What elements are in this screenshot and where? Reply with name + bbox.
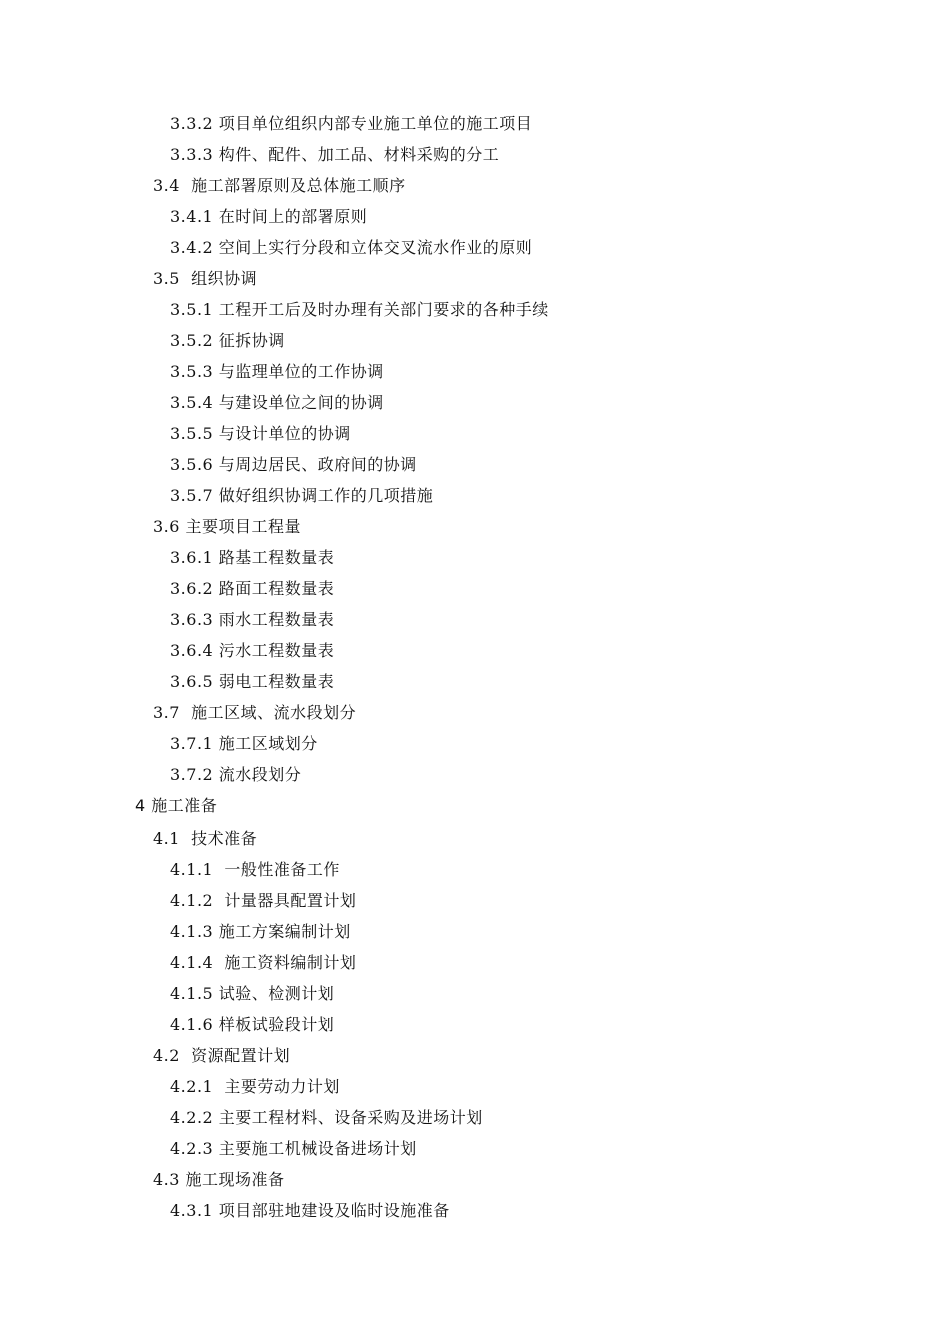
toc-entry[interactable]: 4.2.2 主要工程材料、设备采购及进场计划 [170,1108,483,1127]
toc-entry[interactable]: 3.5.3 与监理单位的工作协调 [170,362,384,381]
toc-entry[interactable]: 4.1.5 试验、检测计划 [170,984,335,1003]
toc-entry[interactable]: 3.4 施工部署原则及总体施工顺序 [153,176,406,195]
toc-entry[interactable]: 4.3.1 项目部驻地建设及临时设施准备 [170,1201,450,1220]
toc-entry[interactable]: 3.5 组织协调 [153,269,258,288]
toc-entry[interactable]: 4.1.6 样板试验段计划 [170,1015,335,1034]
toc-entry[interactable]: 3.7.2 流水段划分 [170,765,302,784]
toc-entry[interactable]: 3.4.1 在时间上的部署原则 [170,207,368,226]
toc-entry[interactable]: 3.5.1 工程开工后及时办理有关部门要求的各种手续 [170,300,549,319]
toc-entry[interactable]: 3.5.4 与建设单位之间的协调 [170,393,384,412]
toc-entry[interactable]: 3.5.2 征拆协调 [170,331,285,350]
toc-entry[interactable]: 4.1.3 施工方案编制计划 [170,922,351,941]
toc-entry[interactable]: 3.5.7 做好组织协调工作的几项措施 [170,486,434,505]
toc-entry[interactable]: 3.3.2 项目单位组织内部专业施工单位的施工项目 [170,114,533,133]
toc-entry[interactable]: 3.7 施工区域、流水段划分 [153,703,357,722]
toc-entry[interactable]: 3.6.2 路面工程数量表 [170,579,335,598]
toc-entry[interactable]: 3.6 主要项目工程量 [153,517,302,536]
toc-chapter-heading[interactable]: 4 施工准备 [135,796,218,815]
toc-entry[interactable]: 4.2 资源配置计划 [153,1046,291,1065]
toc-entry[interactable]: 4.3 施工现场准备 [153,1170,285,1189]
toc-entry[interactable]: 3.7.1 施工区域划分 [170,734,318,753]
table-of-contents [0,108,950,1226]
toc-entry[interactable]: 3.4.2 空间上实行分段和立体交叉流水作业的原则 [170,238,533,257]
toc-entry[interactable]: 3.5.6 与周边居民、政府间的协调 [170,455,417,474]
toc-entry[interactable]: 4.2.3 主要施工机械设备进场计划 [170,1139,417,1158]
toc-entry[interactable]: 4.2.1 主要劳动力计划 [170,1077,340,1096]
toc-entry[interactable]: 4.1.4 施工资料编制计划 [170,953,357,972]
toc-entry[interactable]: 4.1 技术准备 [153,829,258,848]
toc-entry[interactable]: 3.6.4 污水工程数量表 [170,641,335,660]
toc-entry[interactable]: 3.6.3 雨水工程数量表 [170,610,335,629]
toc-entry[interactable]: 4.1.2 计量器具配置计划 [170,891,357,910]
toc-entry[interactable]: 3.3.3 构件、配件、加工品、材料采购的分工 [170,145,500,164]
toc-entry[interactable]: 3.6.1 路基工程数量表 [170,548,335,567]
toc-entry[interactable]: 3.5.5 与设计单位的协调 [170,424,351,443]
toc-entry[interactable]: 3.6.5 弱电工程数量表 [170,672,335,691]
toc-entry[interactable]: 4.1.1 一般性准备工作 [170,860,340,879]
